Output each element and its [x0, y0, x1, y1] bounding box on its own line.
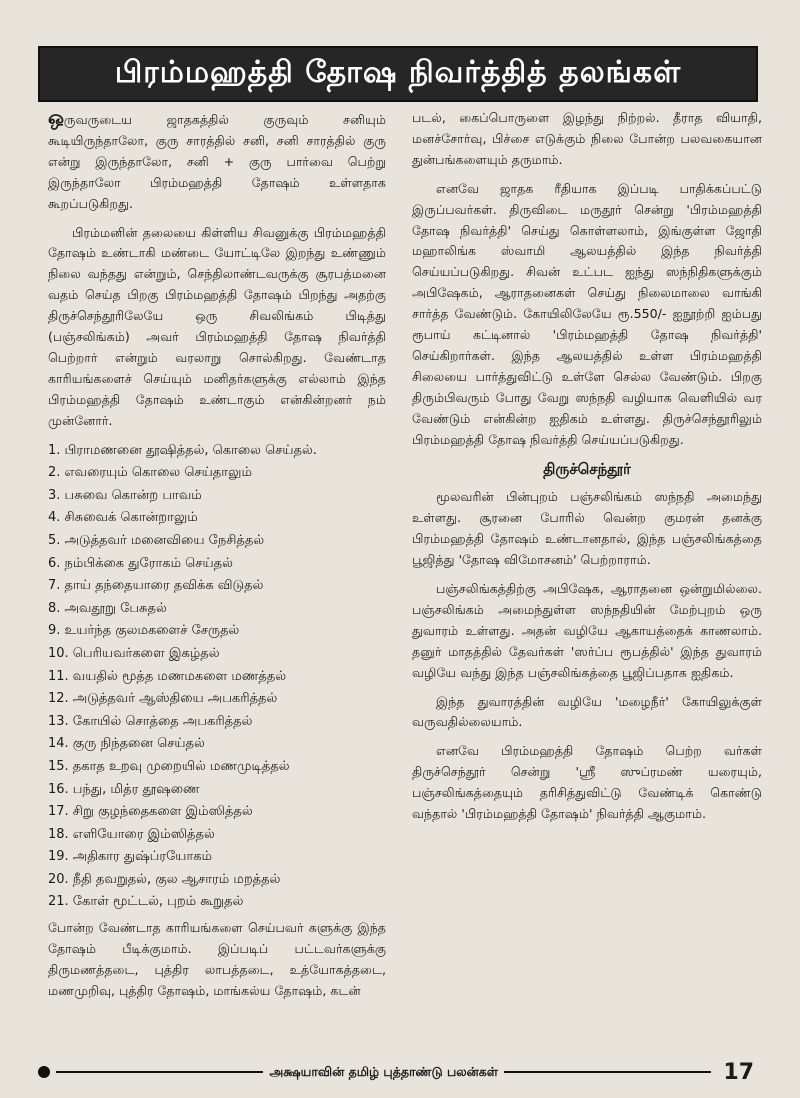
- footer-rule: [504, 1071, 711, 1073]
- list-item: 17. சிறு குழந்தைகளை இம்ஸித்தல்: [48, 804, 253, 820]
- list-item: 18. எளியோரை இம்ஸித்தல்: [48, 826, 215, 842]
- footer-title: அக்ஷயாவின் தமிழ் புத்தாண்டு பலன்கள்: [269, 1063, 499, 1079]
- paragraph-opening: பஞ்சலிங்கத்திற்கு அபிஷேக, ஆராதனை ஒன்றுமில்லை. பஞ்சலிங்கம் அமைந்துள்ள ஸந்நதியின் மேற்புறம் ஒரு துவாரம் உள்ளது. அதன் வழியே ஆகாயத்தைக் காணலாம். தனுர் மாதத்தில் தேவர்கள் 'ஸர்ப்ப ரூபத்தில்' இந்த துவாரம் வழியே வந்து இந்த பஞ்சலிங்கத்தை பூஜிப்பதாக ஐதிகம்.: [412, 581, 762, 680]
- list-item: 20. நீதி தவறுதல், குல ஆசாரம் மறத்தல்: [48, 871, 281, 887]
- drop-cap: ஒ: [48, 107, 64, 129]
- list-item: 15. தகாத உறவு முறையில் மணமுடித்தல்: [48, 758, 290, 774]
- causes-list: [48, 440, 386, 914]
- list-item: 8. அவதூறு பேசுதல்: [48, 600, 167, 616]
- paragraph-thiruvidaimaruthur: எனவே ஜாதக ரீதியாக இப்படி பாதிக்கப்பட்டு இருப்பவர்கள். திருவிடை மருதூர் சென்று 'பிரம்மஹத்தி தோஷ நிவர்த்தி' செய்து கொள்ளலாம், இங்குள்ள ஜோதி மஹாலிங்க ஸ்வாமி ஆலயத்தில் இந்த நிவர்த்தி செய்யப்படுகிறது. சிவன் உட்பட ஐந்து ஸந்நிதிகளுக்கும் அபிஷேகம், ஆராதனைகள் செய்து நிலைமாலை வாங்கி சார்த்த வேண்டும். கோயிலிலேயே ரூ.550/- ஐநூற்றி ஐம்பது ரூபாய் கட்டினால் 'பிரம்மஹத்தி தோஷ நிவர்த்தி' செய்கிறார்கள். இந்த ஆலயத்தில் உள்ள பிரம்மஹத்தி சிலையை பார்த்துவிட்டு உள்ளே செல்ல வேண்டும். பிறகு திரும்பிவரும் போது வேறு ஸந்நதி வழியாக வெளியில் வர வேண்டும் என்கின்ற ஐதிகம் உள்ளது. திருச்செந்தூரிலும் பிரம்மஹத்தி தோஷ நிவர்த்தி செய்யப்படுகிறது.: [412, 180, 762, 447]
- paragraph-history: பிரம்மனின் தலையை கிள்ளிய சிவனுக்கு பிரம்மஹத்தி தோஷம் உண்டாகி மண்டை யோட்டிலே இறந்து உண்ணும் நிலை வந்தது என்றும், செந்திலாண்டவருக்கு சூரபத்மனை வதம் செய்த பிறகு பிரம்மஹத்தி தோஷம் பிறந்து அதற்கு திருச்செந்தூரிலேயே ஒரு சிவலிங்கம் பிடித்து (பஞ்சலிங்கம்) அவர் பிரம்மஹத்தி தோஷ நிவர்த்தி பெற்றார் என்றும் வரலாறு சொல்கிறது. வேண்டாத காரியங்களைச் செய்யும் மனிதர்களுக்கு எல்லாம் இந்த பிரம்மஹத்தி தோஷம் உண்டாகும் என்கின்றனர் நம் முன்னோர்.: [48, 224, 386, 428]
- list-item: 19. அதிகார துஷ்ப்ரயோகம்: [48, 849, 213, 865]
- paragraph-effects-cont: படல், கைப்பொருளை இழந்து நிற்றல். தீராத வியாதி, மனச்சோர்வு, பிச்சை எடுக்கும் நிலை போன்ற பலவகையான துன்பங்களையும் தருமாம்.: [412, 110, 762, 167]
- page-number: 17: [723, 1059, 755, 1085]
- bullet-icon: [38, 1066, 50, 1078]
- footer-rule: [56, 1071, 263, 1073]
- paragraph-panchalingam: மூலவரின் பின்புறம் பஞ்சலிங்கம் ஸந்நதி அமைந்து உள்ளது. சூரனை போரில் வென்ற குமரன் தனக்கு பிரம்மஹத்தி தோஷம் உண்டானதால், இந்த பஞ்சலிங்கத்தை பூஜித்து 'தோஷ விமோசனம்' பெற்றாராம்.: [412, 489, 762, 568]
- paragraph-conclusion: எனவே பிரம்மஹத்தி தோஷம் பெற்ற வர்கள் திருச்செந்தூர் சென்று 'ஸ்ரீ ஸுப்ரமண் யரையும், பஞ்சலிங்கத்தையும் தரிசித்துவிட்டு வேண்டிக் கொண்டு வந்தால் 'பிரம்மஹத்தி தோஷம்' நிவர்த்தி ஆகுமாம்.: [412, 743, 762, 822]
- page-footer: [38, 1060, 754, 1084]
- list-item: 5. அடுத்தவர் மனைவியை நேசித்தல்: [48, 532, 265, 548]
- section-heading: திருச்செந்தூர்: [543, 459, 631, 478]
- list-item: 3. பசுவை கொன்ற பாவம்: [48, 487, 202, 503]
- list-item: 1. பிராமணனை தூஷித்தல், கொலை செய்தல்.: [48, 442, 317, 458]
- list-item: 14. குரு நிந்தனை செய்தல்: [48, 736, 205, 752]
- list-item: 10. பெரியவர்களை இகழ்தல்: [48, 645, 220, 661]
- list-item: 7. தாய் தந்தையாரை தவிக்க விடுதல்: [48, 578, 264, 594]
- right-column: [412, 108, 762, 833]
- paragraph-intro: ஒருவருடைய ஜாதகத்தில் குருவும் சனியும் கூடியிருந்தாலோ, குரு சாரத்தில் சனி, சனி சாரத்தில் குரு என்று இருந்தாலோ, சனி + குரு பார்வை பெற்று இருந்தாலோ பிரம்மஹத்தி தோஷம் உள்ளதாக கூறப்படுகிறது.: [48, 107, 386, 211]
- left-column: [48, 108, 386, 1010]
- list-item: 11. வயதில் மூத்த மணமகளை மணத்தல்: [48, 668, 287, 684]
- paragraph-rainwater: இந்த துவாரத்தின் வழியே 'மழைநீர்' கோயிலுக்குள் வருவதில்லையாம்.: [412, 693, 762, 730]
- list-item: 9. உயர்ந்த குலமகளைச் சேருதல்: [48, 623, 240, 639]
- article-title-banner: [38, 46, 758, 102]
- list-item: 4. சிசுவைக் கொன்றாலும்: [48, 510, 198, 526]
- list-item: 13. கோயில் சொத்தை அபகரித்தல்: [48, 713, 253, 729]
- list-item: 12. அடுத்தவர் ஆஸ்தியை அபகரித்தல்: [48, 691, 278, 707]
- article-title: பிரம்மஹத்தி தோஷ நிவர்த்தித் தலங்கள்: [114, 54, 682, 90]
- list-item: 21. கோள் மூட்டல், புறம் கூறுதல்: [48, 894, 244, 910]
- paragraph-effects: போன்ற வேண்டாத காரியங்களை செய்பவர் களுக்கு இந்த தோஷம் பீடிக்குமாம். இப்படிப் பட்டவர்களுக்கு திருமணத்தடை, புத்திர லாபத்தடை, உத்யோகத்தடை, மணமுறிவு, புத்திர தோஷம், மாங்கல்ய தோஷம், கடன்: [48, 920, 386, 998]
- list-item: 2. எவரையும் கொலை செய்தாலும்: [48, 465, 252, 481]
- list-item: 16. பந்து, மித்ர தூஷணை: [48, 781, 200, 797]
- list-item: 6. நம்பிக்கை துரோகம் செய்தல்: [48, 555, 233, 571]
